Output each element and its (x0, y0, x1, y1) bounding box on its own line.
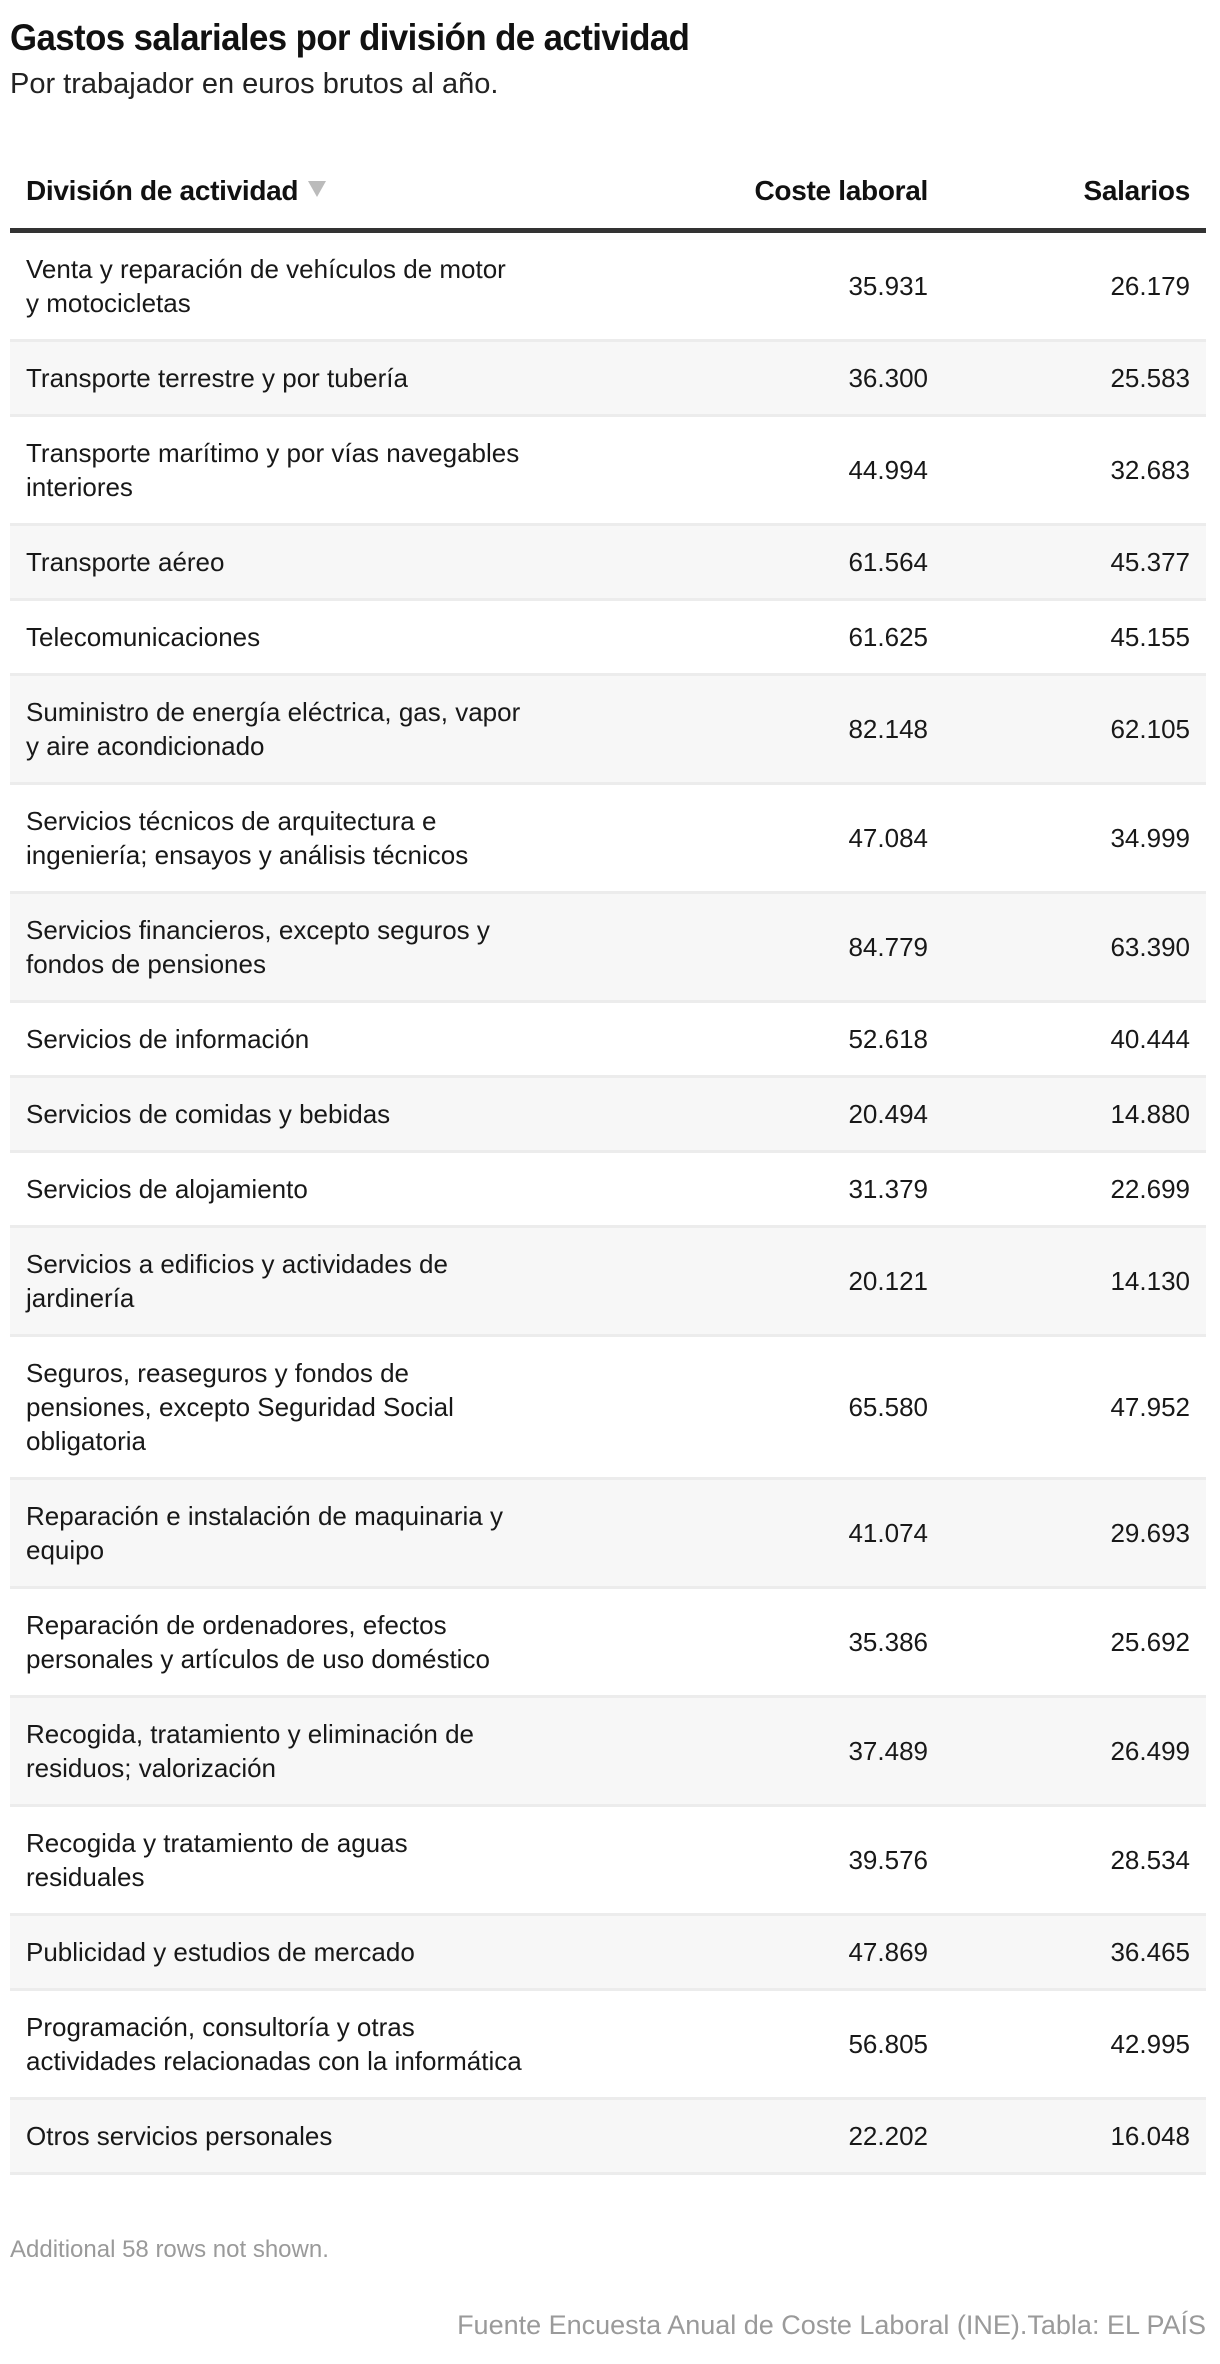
table-row (10, 1588, 1206, 1697)
division-cell: Publicidad y estudios de mercado (10, 1915, 602, 1990)
column-header-label: División de actividad (26, 175, 299, 206)
division-cell: Seguros, reaseguros y fondos de pensiones, excepto Seguridad Social obligatoria (10, 1336, 602, 1479)
coste-laboral-cell: 36.300 (602, 341, 944, 416)
coste-laboral-cell: 44.994 (602, 416, 944, 525)
salarios-cell: 14.130 (944, 1227, 1206, 1336)
coste-laboral-cell: 22.202 (602, 2099, 944, 2174)
coste-laboral-cell: 39.576 (602, 1806, 944, 1915)
data-table (10, 154, 1206, 2175)
division-cell: Reparación e instalación de maquinaria y equipo (10, 1479, 602, 1588)
table-row (10, 1479, 1206, 1588)
salarios-cell: 29.693 (944, 1479, 1206, 1588)
salarios-cell: 25.583 (944, 341, 1206, 416)
salarios-cell: 45.155 (944, 600, 1206, 675)
division-cell: Servicios técnicos de arquitectura e ingeniería; ensayos y análisis técnicos (10, 784, 602, 893)
table-row (10, 525, 1206, 600)
division-cell: Programación, consultoría y otras actividades relacionadas con la informática (10, 1990, 602, 2099)
salarios-cell: 26.179 (944, 231, 1206, 341)
table-row (10, 675, 1206, 784)
division-cell: Venta y reparación de vehículos de motor y motocicletas (10, 231, 602, 341)
table-row (10, 1002, 1206, 1077)
coste-laboral-cell: 41.074 (602, 1479, 944, 1588)
column-header-coste-laboral[interactable]: Coste laboral (602, 154, 944, 231)
rows-hidden-note: Additional 58 rows not shown. (10, 2236, 329, 2263)
salarios-cell: 22.699 (944, 1152, 1206, 1227)
salarios-cell: 25.692 (944, 1588, 1206, 1697)
table-widget (10, 0, 1206, 2175)
table-row (10, 893, 1206, 1002)
salarios-cell: 45.377 (944, 525, 1206, 600)
table-row (10, 1227, 1206, 1336)
table-row (10, 1806, 1206, 1915)
coste-laboral-cell: 84.779 (602, 893, 944, 1002)
coste-laboral-cell: 47.084 (602, 784, 944, 893)
salarios-cell: 32.683 (944, 416, 1206, 525)
salarios-cell: 26.499 (944, 1697, 1206, 1806)
division-cell: Servicios de información (10, 1002, 602, 1077)
coste-laboral-cell: 20.121 (602, 1227, 944, 1336)
coste-laboral-cell: 65.580 (602, 1336, 944, 1479)
coste-laboral-cell: 37.489 (602, 1697, 944, 1806)
salarios-cell: 28.534 (944, 1806, 1206, 1915)
table-row (10, 1336, 1206, 1479)
coste-laboral-cell: 35.931 (602, 231, 944, 341)
coste-laboral-cell: 52.618 (602, 1002, 944, 1077)
division-cell: Otros servicios personales (10, 2099, 602, 2174)
coste-laboral-cell: 61.564 (602, 525, 944, 600)
salarios-cell: 34.999 (944, 784, 1206, 893)
table-row (10, 416, 1206, 525)
table-body (10, 231, 1206, 2174)
division-cell: Servicios financieros, excepto seguros y fondos de pensiones (10, 893, 602, 1002)
salarios-cell: 14.880 (944, 1077, 1206, 1152)
division-cell: Servicios de comidas y bebidas (10, 1077, 602, 1152)
table-row (10, 341, 1206, 416)
coste-laboral-cell: 56.805 (602, 1990, 944, 2099)
page-title: Gastos salariales por división de actividad (10, 17, 690, 58)
table-row (10, 600, 1206, 675)
division-cell: Transporte aéreo (10, 525, 602, 600)
division-cell: Recogida y tratamiento de aguas residuales (10, 1806, 602, 1915)
table-header-row (10, 154, 1206, 231)
coste-laboral-cell: 35.386 (602, 1588, 944, 1697)
division-cell: Recogida, tratamiento y eliminación de residuos; valorización (10, 1697, 602, 1806)
salarios-cell: 62.105 (944, 675, 1206, 784)
salarios-cell: 40.444 (944, 1002, 1206, 1077)
column-header-division[interactable] (10, 154, 602, 231)
division-cell: Telecomunicaciones (10, 600, 602, 675)
salarios-cell: 16.048 (944, 2099, 1206, 2174)
division-cell: Transporte marítimo y por vías navegables interiores (10, 416, 602, 525)
table-row (10, 231, 1206, 341)
table-row (10, 1697, 1206, 1806)
coste-laboral-cell: 31.379 (602, 1152, 944, 1227)
table-row (10, 1990, 1206, 2099)
table-row (10, 784, 1206, 893)
coste-laboral-cell: 20.494 (602, 1077, 944, 1152)
salarios-cell: 42.995 (944, 1990, 1206, 2099)
sort-desc-icon[interactable] (308, 181, 326, 197)
coste-laboral-cell: 61.625 (602, 600, 944, 675)
page-subtitle: Por trabajador en euros brutos al año. (10, 68, 499, 100)
division-cell: Servicios de alojamiento (10, 1152, 602, 1227)
table-row (10, 1077, 1206, 1152)
source-credit: Fuente Encuesta Anual de Coste Laboral (INE).Tabla: EL PAÍS (457, 2310, 1206, 2340)
salarios-cell: 36.465 (944, 1915, 1206, 1990)
column-header-salarios[interactable]: Salarios (944, 154, 1206, 231)
division-cell: Transporte terrestre y por tubería (10, 341, 602, 416)
salarios-cell: 47.952 (944, 1336, 1206, 1479)
table-row (10, 1152, 1206, 1227)
division-cell: Servicios a edificios y actividades de jardinería (10, 1227, 602, 1336)
division-cell: Reparación de ordenadores, efectos personales y artículos de uso doméstico (10, 1588, 602, 1697)
salarios-cell: 63.390 (944, 893, 1206, 1002)
table-row (10, 2099, 1206, 2174)
division-cell: Suministro de energía eléctrica, gas, vapor y aire acondicionado (10, 675, 602, 784)
table-row (10, 1915, 1206, 1990)
coste-laboral-cell: 82.148 (602, 675, 944, 784)
coste-laboral-cell: 47.869 (602, 1915, 944, 1990)
